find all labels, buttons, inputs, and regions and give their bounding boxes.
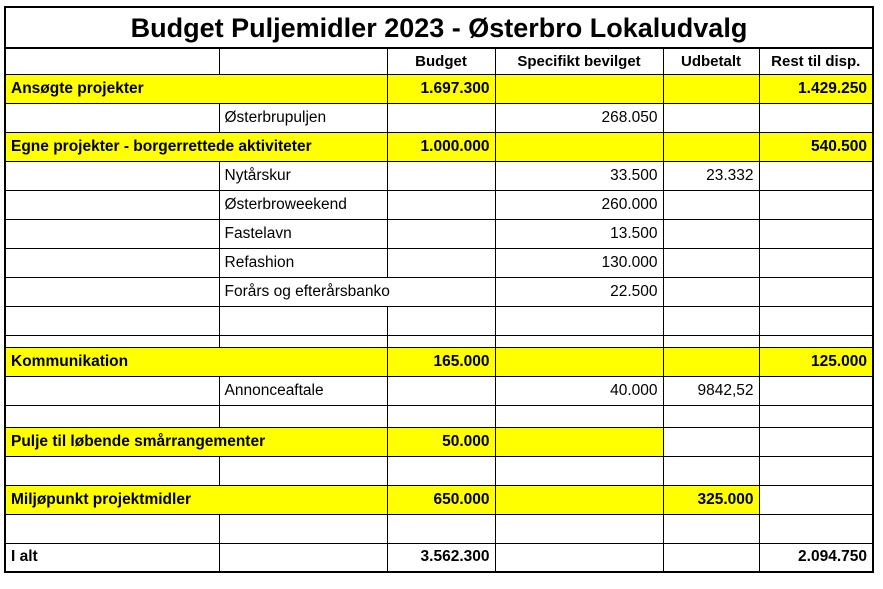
cell[interactable]: [5, 277, 219, 306]
cell[interactable]: [5, 405, 219, 427]
cell[interactable]: [5, 48, 219, 74]
item-specifikt[interactable]: 33.500: [495, 161, 663, 190]
cell[interactable]: [663, 347, 759, 376]
cell[interactable]: [5, 335, 219, 347]
item-row: [5, 190, 873, 219]
section-label[interactable]: Egne projekter - borgerrettede aktiviteter: [5, 132, 387, 161]
section-label[interactable]: Kommunikation: [5, 347, 387, 376]
empty-row: [5, 514, 873, 543]
cell[interactable]: [663, 405, 759, 427]
cell[interactable]: [759, 376, 873, 405]
header-budget[interactable]: Budget: [387, 48, 495, 74]
cell[interactable]: [759, 219, 873, 248]
cell[interactable]: [759, 190, 873, 219]
item-name[interactable]: Østerbroweekend: [219, 190, 387, 219]
item-row: [5, 161, 873, 190]
cell[interactable]: [387, 190, 495, 219]
cell[interactable]: [219, 456, 387, 485]
item-row: [5, 103, 873, 132]
cell[interactable]: [219, 405, 387, 427]
cell[interactable]: [495, 543, 663, 572]
cell[interactable]: [5, 376, 219, 405]
item-udbetalt[interactable]: [663, 248, 759, 277]
cell[interactable]: [495, 456, 663, 485]
item-udbetalt[interactable]: [663, 190, 759, 219]
cell[interactable]: [759, 456, 873, 485]
section-budget[interactable]: 165.000: [387, 347, 495, 376]
cell[interactable]: [387, 456, 495, 485]
item-specifikt[interactable]: 130.000: [495, 248, 663, 277]
empty-row: [5, 405, 873, 427]
cell[interactable]: [663, 306, 759, 335]
header-specifikt[interactable]: Specifikt bevilget: [495, 48, 663, 74]
cell[interactable]: [5, 248, 219, 277]
header-row: [5, 48, 873, 74]
item-specifikt[interactable]: 13.500: [495, 219, 663, 248]
cell[interactable]: [495, 347, 663, 376]
cell[interactable]: [219, 514, 387, 543]
cell[interactable]: [387, 405, 495, 427]
cell[interactable]: [663, 543, 759, 572]
section-row-miljo: [5, 485, 873, 514]
section-rest[interactable]: 125.000: [759, 347, 873, 376]
cell[interactable]: [387, 219, 495, 248]
cell[interactable]: [495, 405, 663, 427]
section-udbetalt[interactable]: 325.000: [663, 485, 759, 514]
section-row-pulje: [5, 427, 873, 456]
item-name[interactable]: Forårs og efterårsbanko: [219, 277, 495, 306]
cell[interactable]: [5, 161, 219, 190]
cell[interactable]: [495, 485, 663, 514]
cell[interactable]: [663, 74, 759, 103]
item-udbetalt[interactable]: [663, 277, 759, 306]
header-udbetalt[interactable]: Udbetalt: [663, 48, 759, 74]
header-rest[interactable]: Rest til disp.: [759, 48, 873, 74]
item-name[interactable]: Fastelavn: [219, 219, 387, 248]
item-specifikt[interactable]: 40.000: [495, 376, 663, 405]
item-name[interactable]: Nytårskur: [219, 161, 387, 190]
cell[interactable]: [759, 335, 873, 347]
item-udbetalt[interactable]: 23.332: [663, 161, 759, 190]
section-budget[interactable]: 650.000: [387, 485, 495, 514]
budget-table: [4, 6, 874, 573]
item-specifikt[interactable]: 22.500: [495, 277, 663, 306]
cell[interactable]: [5, 190, 219, 219]
cell[interactable]: [663, 427, 759, 456]
cell[interactable]: [759, 277, 873, 306]
cell[interactable]: [495, 335, 663, 347]
cell[interactable]: [663, 335, 759, 347]
cell[interactable]: [387, 103, 495, 132]
section-label[interactable]: Miljøpunkt projektmidler: [5, 485, 387, 514]
section-budget[interactable]: 1.000.000: [387, 132, 495, 161]
title-row: [5, 7, 873, 48]
cell[interactable]: [387, 248, 495, 277]
item-specifikt[interactable]: 260.000: [495, 190, 663, 219]
cell[interactable]: [5, 219, 219, 248]
section-rest[interactable]: 540.500: [759, 132, 873, 161]
cell[interactable]: [759, 485, 873, 514]
cell[interactable]: [5, 514, 219, 543]
item-row: [5, 376, 873, 405]
empty-row: [5, 456, 873, 485]
section-budget[interactable]: 50.000: [387, 427, 495, 456]
cell[interactable]: [495, 514, 663, 543]
section-label[interactable]: Pulje til løbende smårrangementer: [5, 427, 387, 456]
cell[interactable]: [759, 427, 873, 456]
section-budget[interactable]: 1.697.300: [387, 74, 495, 103]
cell[interactable]: [219, 543, 387, 572]
spacer-row: [5, 335, 873, 347]
total-row: [5, 543, 873, 572]
total-budget[interactable]: 3.562.300: [387, 543, 495, 572]
item-udbetalt[interactable]: [663, 219, 759, 248]
cell[interactable]: [759, 306, 873, 335]
section-row-egne: [5, 132, 873, 161]
cell[interactable]: [495, 427, 663, 456]
cell[interactable]: [387, 514, 495, 543]
cell[interactable]: [219, 335, 387, 347]
section-rest[interactable]: 1.429.250: [759, 74, 873, 103]
cell[interactable]: [759, 161, 873, 190]
cell[interactable]: [495, 306, 663, 335]
cell[interactable]: [495, 132, 663, 161]
cell[interactable]: [759, 248, 873, 277]
cell[interactable]: [387, 161, 495, 190]
total-rest[interactable]: 2.094.750: [759, 543, 873, 572]
item-name[interactable]: Annonceaftale: [219, 376, 387, 405]
item-specifikt[interactable]: 268.050: [495, 103, 663, 132]
cell[interactable]: [387, 306, 495, 335]
cell[interactable]: [387, 335, 495, 347]
cell[interactable]: [759, 103, 873, 132]
cell[interactable]: [663, 514, 759, 543]
section-label[interactable]: Ansøgte projekter: [5, 74, 387, 103]
spreadsheet: [4, 6, 874, 573]
empty-row: [5, 306, 873, 335]
cell[interactable]: [387, 376, 495, 405]
section-row-kommunikation: [5, 347, 873, 376]
cell[interactable]: [5, 306, 219, 335]
item-name[interactable]: Refashion: [219, 248, 387, 277]
item-row: [5, 248, 873, 277]
item-row: [5, 277, 873, 306]
cell[interactable]: [495, 74, 663, 103]
cell[interactable]: [759, 514, 873, 543]
item-name[interactable]: Østerbrupuljen: [219, 103, 387, 132]
cell[interactable]: [219, 48, 387, 74]
item-udbetalt[interactable]: [663, 103, 759, 132]
cell[interactable]: [663, 456, 759, 485]
item-udbetalt[interactable]: 9842,52: [663, 376, 759, 405]
cell[interactable]: [5, 456, 219, 485]
section-row-ansogte: [5, 74, 873, 103]
cell[interactable]: [759, 405, 873, 427]
cell[interactable]: [663, 132, 759, 161]
sheet-title[interactable]: Budget Puljemidler 2023 - Østerbro Lokaludvalg: [5, 7, 873, 48]
cell[interactable]: [219, 306, 387, 335]
total-label[interactable]: I alt: [5, 543, 219, 572]
cell[interactable]: [5, 103, 219, 132]
item-row: [5, 219, 873, 248]
